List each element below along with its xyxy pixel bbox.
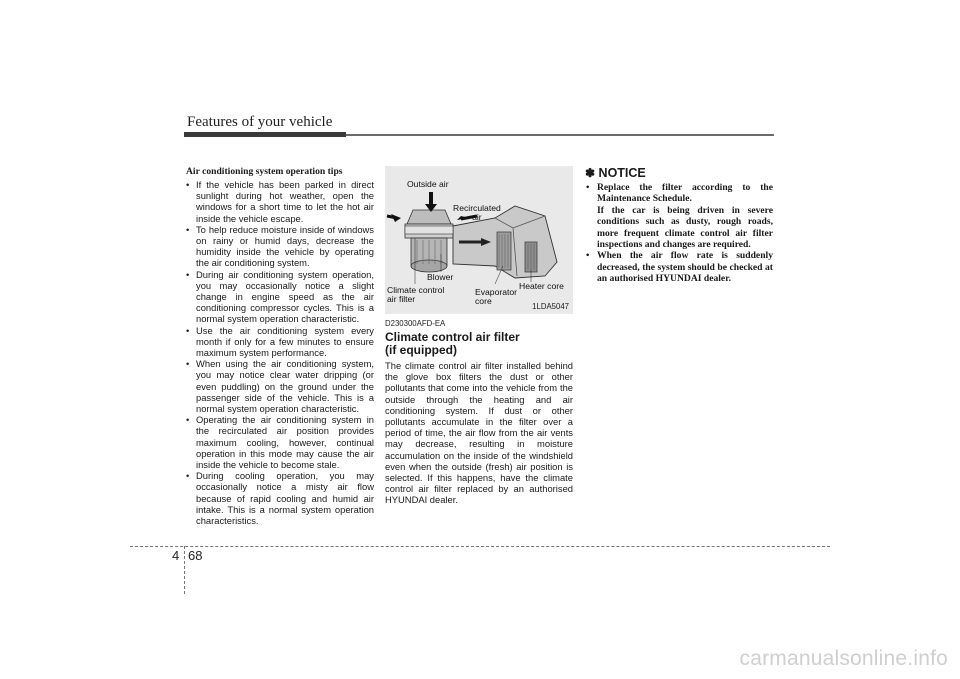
label-blower: Blower [427,272,454,282]
notice-heading [585,166,773,180]
page-number: 68 [188,548,203,563]
right-column [585,166,773,285]
notice-item-text: • When the air flow rate is suddenly decreased, the system should be checked at an authorised HYUNDAI dealer. [597,250,773,285]
label-evaporator-core: Evaporator core [475,287,518,307]
list-item: • Operating the air conditioning system in the recirculated air position provides maximum cooling, however, continual operation in this mode may cause the air inside the vehicle to become stale. [186,414,374,470]
list-item: • During air conditioning system operation, you may occasionally notice a slight change in engine speed as the air conditioning compressor cycles. This is a normal system operation characteristic. [186,269,374,325]
label-heater-core: Heater core [519,281,564,291]
footer-vertical-divider [184,546,185,594]
ac-tips-heading: Air conditioning system operation tips [186,166,343,177]
notice-mark-icon: ✽ [585,166,596,180]
filter-description: The climate control air filter installed behind the glove box filters the dust or other pollutants that come into the vehicle from the outside through the heating and air conditioning system. If dust or other pollutants accumulate in the filter over a period of time, the air flow from the air vents may decrease, resulting in moisture accumulation on the inside of the windshield even when the outside (fresh) air position is selected. If this happens, have the climate control air filter replaced by an authorised HYUNDAI dealer. [385,360,573,506]
middle-column [385,166,573,506]
chapter-number: 4 [172,548,180,563]
list-item [585,250,773,284]
page-header-title: Features of your vehicle [187,114,333,130]
section-code: D230300AFD-EA [385,319,446,328]
label-climate-filter: Climate control air filter [387,285,445,305]
list-item: • When using the air conditioning system, you may notice clear water dripping (or even puddling) on the ground under the passenger side of the vehicle. This is a normal system operation characteristic. [186,358,374,414]
label-outside-air: Outside air [407,179,449,189]
left-column [186,166,374,526]
notice-title-text: NOTICE [598,166,646,180]
notice-item-text: • Replace the filter according to the Maintenance Schedule. [597,182,773,205]
air-filter-diagram [385,166,573,314]
figure-code: 1LDA5047 [532,302,569,311]
header-rule-dark [184,132,346,137]
list-item: • If the vehicle has been parked in direct sunlight during hot weather, open the windows for a short time to let the hot air inside the vehicle escape. [186,179,374,224]
header-rule-light [346,134,774,136]
label-recirculated-air: Recirculated air [453,203,501,223]
list-item [585,182,773,250]
ac-tips-list [186,179,374,526]
watermark: carmanualsonline.info [739,647,948,670]
notice-item-text: If the car is being driven in severe conditions such as dusty, rough roads, more frequent climate control air filter inspections and changes are required. [597,204,773,251]
list-item: • During cooling operation, you may occasionally notice a misty air flow because of rapid cooling and humid air intake. This is a normal system operation characteristics. [186,470,374,526]
list-item: • To help reduce moisture inside of windows on rainy or humid days, decrease the humidity inside the vehicle by operating the air conditioning system. [186,224,374,269]
section-title: Climate control air filter (if equipped) [385,330,520,357]
notice-list [585,182,773,285]
footer-divider [130,546,830,547]
list-item: • Use the air conditioning system every month if only for a few minutes to ensure maximum system performance. [186,325,374,359]
